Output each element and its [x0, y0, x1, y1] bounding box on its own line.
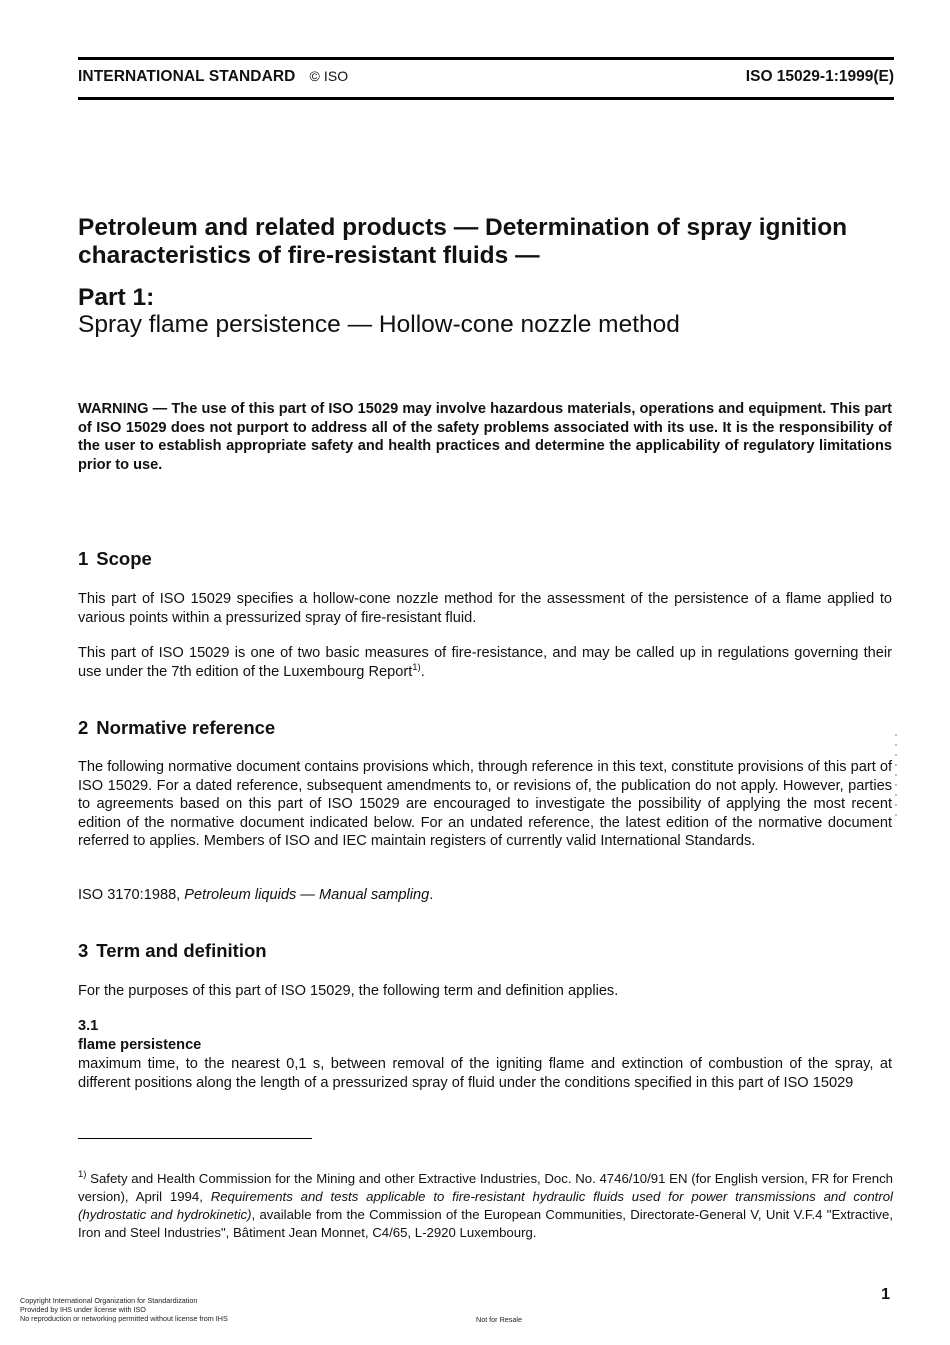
footer-line-1: Copyright International Organization for Standardization [20, 1296, 198, 1305]
header-copyright: © ISO [309, 68, 349, 84]
footnote-reference[interactable]: 1) [412, 661, 421, 673]
margin-change-marks [893, 726, 901, 826]
scope-paragraph-2 [78, 644, 892, 681]
term-number: 3.1 [78, 1018, 99, 1034]
header-top-rule [78, 57, 894, 60]
header-standard-label [78, 68, 348, 86]
section-number: 2 [78, 717, 89, 738]
terms-intro: For the purposes of this part of ISO 15029, the following term and definition applies. [78, 983, 619, 999]
section-title: Term and definition [96, 940, 267, 961]
scope-paragraph-1: This part of ISO 15029 specifies a hollow-cone nozzle method for the assessment of the persistence of a flame applied to various points within a pressurized spray of fire-resistant fluid. [78, 591, 892, 626]
footnote [78, 1170, 893, 1242]
part-label: Part 1: [78, 284, 155, 311]
footer-not-for-resale: Not for Resale [476, 1315, 522, 1324]
term-definition: maximum time, to the nearest 0,1 s, between removal of the igniting flame and extinction of combustion of the spray, at different positions along the length of a pressurized spray of fluid under the conditions specified in this part of ISO 15029 [78, 1056, 892, 1091]
footnote-text-b: , available from the Commission of the European Communities, Directorate-General V, Unit V.F.4 "Extractive, Iron and Steel Industries", Bâtiment Jean Monnet, C4/65, L-2920 Luxembourg. [78, 1207, 893, 1240]
footnote-separator [78, 1138, 312, 1139]
reference-title: Petroleum liquids — Manual sampling [184, 887, 430, 903]
section-title: Normative reference [96, 717, 276, 738]
footnote-text-a: Safety and Health Commission for the Mining and other Extractive Industries, Doc. No. 4746/10/91 EN (for English version, FR for French version), April 1994, [78, 1171, 893, 1204]
standard-label: INTERNATIONAL STANDARD [78, 68, 296, 85]
normative-paragraph: The following normative document contains provisions which, through reference in this text, constitute provisions of this part of ISO 15029. For a dated reference, subsequent amendments to, or revisions of, the publication do not apply. However, parties to agreements based on this part of ISO 15029 are encouraged to investigate the possibility of applying the most recent edition of the normative document indicated below. For an undated reference, the latest edition of the normative document referred to applies. Members of ISO and IEC maintain registers of currently valid International Standards. [78, 759, 892, 850]
term-name: flame persistence [78, 1037, 202, 1053]
section-number: 1 [78, 548, 89, 569]
reference-end: . [429, 887, 434, 903]
document-title: Petroleum and related products — Determination of spray ignition characteristics of fire-resistant fluids — [78, 214, 848, 269]
part-subtitle: Spray flame persistence — Hollow-cone nozzle method [78, 311, 680, 338]
section-number: 3 [78, 940, 89, 961]
page-number: 1 [881, 1286, 890, 1303]
normative-reference-entry [78, 886, 892, 905]
reference-code: ISO 3170:1988, [78, 887, 185, 903]
warning-paragraph: WARNING — The use of this part of ISO 15029 may involve hazardous materials, operations and equipment. This part of ISO 15029 does not purport to address all of the safety problems associated with its use. It is the responsibility of the user to establish appropriate safety and health practices and determine the applicability of regulatory limitations prior to use. [78, 401, 892, 473]
section-heading-normative [78, 717, 275, 739]
footer-line-3: No reproduction or networking permitted without license from IHS [20, 1314, 228, 1323]
footer-line-2: Provided by IHS under license with ISO [20, 1305, 146, 1314]
scope-p2-end: . [420, 663, 425, 680]
footer-copyright-notice [20, 1296, 228, 1323]
scope-p2-text: This part of ISO 15029 is one of two basic measures of fire-resistance, and may be called up in regulations governing their use under the 7th edition of the Luxembourg Report [78, 645, 892, 680]
header-doc-number: ISO 15029-1:1999(E) [745, 68, 894, 85]
section-heading-terms [78, 940, 267, 962]
section-title: Scope [96, 548, 152, 569]
section-heading-scope [78, 548, 152, 570]
footnote-marker: 1) [78, 1169, 87, 1180]
header-bottom-rule [78, 97, 894, 100]
footnote-text-italic: Requirements and tests applicable to fire-resistant hydraulic fluids used for power transmissions and control (hydrostatic and hydrokinetic) [78, 1189, 893, 1222]
